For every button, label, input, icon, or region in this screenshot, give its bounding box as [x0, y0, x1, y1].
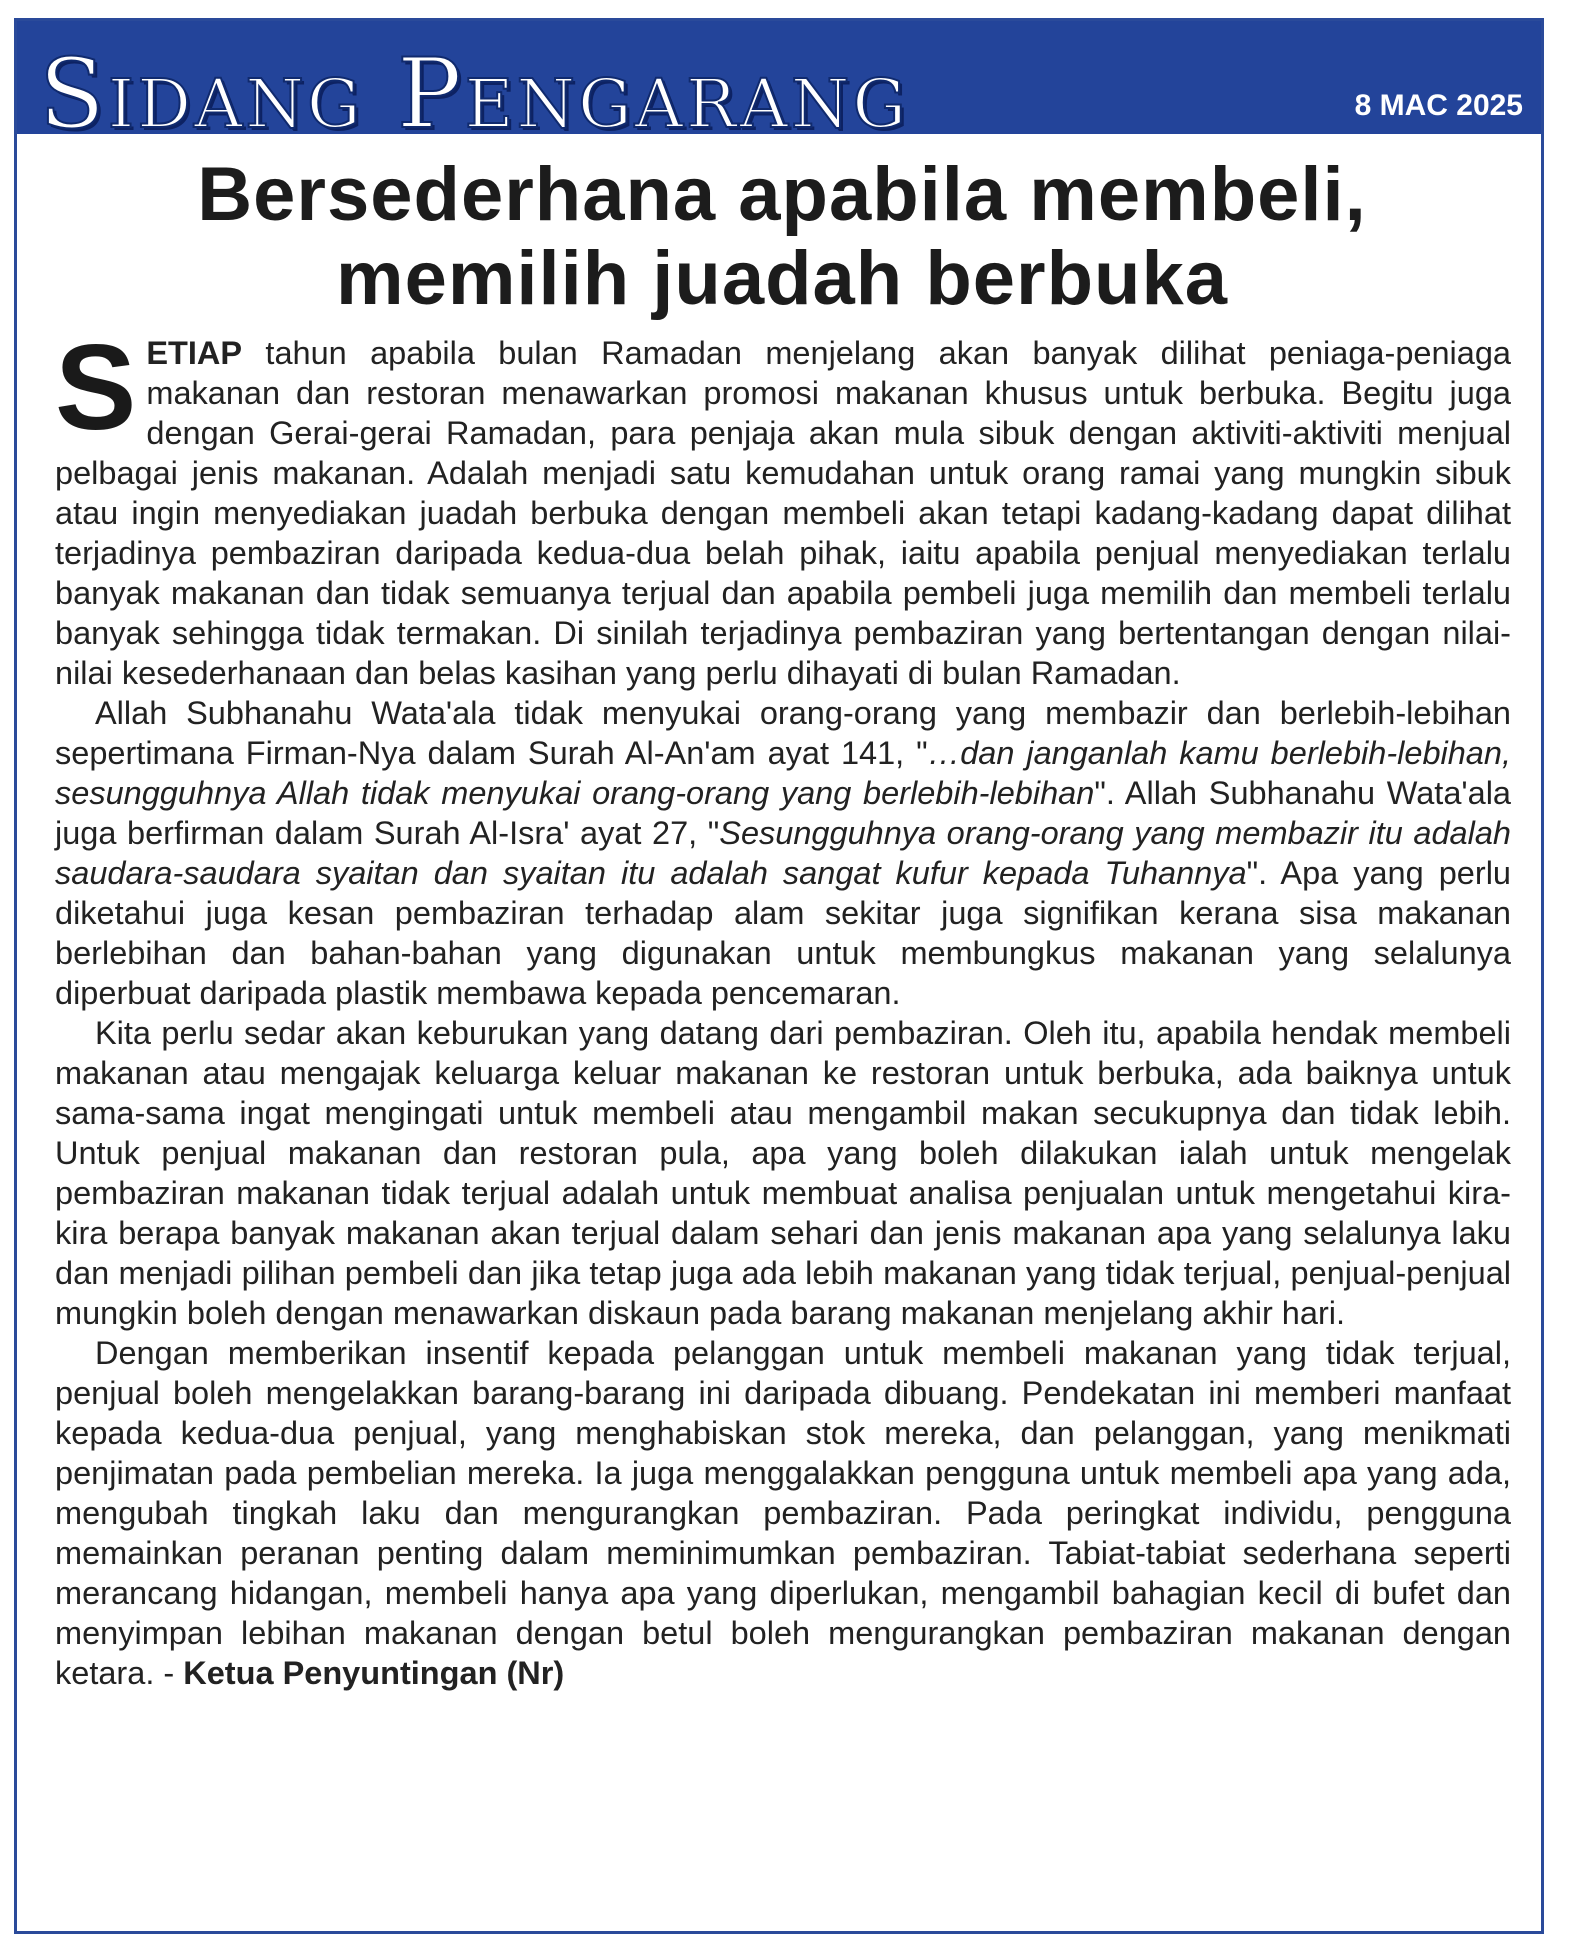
headline-line-2: memilih juadah berbuka — [336, 236, 1228, 321]
quote-al-anam: …dan janganlah kamu berlebih-lebihan, sesungguhnya Allah tidak menyukai orang-orang yang berlebih-lebihan — [55, 735, 1511, 811]
masthead-title: Sidang Pengarang — [39, 38, 910, 134]
masthead — [17, 21, 1541, 134]
page-frame — [14, 18, 1544, 1934]
paragraph-3: Kita perlu sedar akan keburukan yang datang dari pembaziran. Oleh itu, apabila hendak membeli makanan atau mengajak keluarga keluar makanan ke restoran untuk berbuka, ada baiknya untuk sama-sama ingat mengingati untuk membeli atau mengambil makan secukupnya dan tidak lebih. Untuk penjual makanan dan restoran pula, apa yang boleh dilakukan ialah untuk mengelak pembaziran makanan tidak terjual adalah untuk membuat analisa penjualan untuk mengetahui kira-kira berapa banyak makanan akan terjual dalam sehari dan jenis makanan apa yang selalunya laku dan menjadi pilihan pembeli dan jika tetap juga ada lebih makanan yang tidak terjual, penjual-penjual mungkin boleh dengan menawarkan diskaun pada barang makanan menjelang akhir hari. — [55, 1015, 1511, 1331]
headline-line-1: Bersederhana apabila membeli, — [197, 152, 1367, 237]
author-signature: Ketua Penyuntingan (Nr) — [183, 1655, 565, 1691]
drop-cap: S — [55, 319, 137, 455]
paragraph-2-text-c: ". Apa yang perlu diketahui juga kesan pembaziran terhadap alam sekitar juga signifikan kerana sisa makanan berlebihan dan bahan-bahan yang digunakan untuk membungkus makanan yang selalunya diperbuat daripada plastik membawa kepada pencemaran. — [55, 855, 1511, 1011]
paragraph-1 — [55, 319, 1511, 693]
publication-date: 8 MAC 2025 — [1354, 89, 1523, 122]
paragraph-1-text: tahun apabila bulan Ramadan menjelang akan banyak dilihat peniaga-peniaga makanan dan restoran menawarkan promosi makanan khusus untuk berbuka. Begitu juga dengan Gerai-gerai Ramadan, para penjaja akan mula sibuk dengan aktiviti-aktiviti menjual pelbagai jenis makanan. Adalah menjadi satu kemudahan untuk orang ramai yang mungkin sibuk atau ingin menyediakan juadah berbuka dengan membeli akan tetapi kadang-kadang dapat dilihat terjadinya pembaziran daripada kedua-dua belah pihak, iaitu apabila penjual menyediakan terlalu banyak makanan dan tidak semuanya terjual dan apabila pembeli juga memilih dan membeli terlalu banyak sehingga tidak termakan. Di sinilah terjadinya pembaziran yang bertentangan dengan nilai-nilai kesederhanaan dan belas kasihan yang perlu dihayati di bulan Ramadan. — [55, 335, 1511, 691]
lead-word: ETIAP — [146, 335, 243, 371]
article-body — [55, 319, 1511, 1693]
paragraph-4-text: Dengan memberikan insentif kepada pelanggan untuk membeli makanan yang tidak terjual, penjual boleh mengelakkan barang-barang ini daripada dibuang. Pendekatan ini memberi manfaat kepada kedua-dua penjual, yang menghabiskan stok mereka, dan pelanggan, yang menikmati penjimatan pada pembelian mereka. Ia juga menggalakkan pengguna untuk membeli apa yang ada, mengubah tingkah laku dan mengurangkan pembaziran. Pada peringkat individu, pengguna memainkan peranan penting dalam meminimumkan pembaziran. Tabiat-tabiat sederhana seperti merancang hidangan, membeli hanya apa yang diperlukan, mengambil bahagian kecil di bufet dan menyimpan lebihan makanan dengan betul boleh mengurangkan pembaziran makanan dengan ketara. - — [55, 1335, 1511, 1691]
headline — [47, 153, 1517, 321]
paragraph-2-text-b: ". Allah Subhanahu Wata'ala juga berfirman dalam Surah Al-Isra' ayat 27, " — [55, 775, 1511, 851]
paragraph-4 — [55, 1333, 1511, 1693]
quote-al-isra: Sesungguhnya orang-orang yang membazir itu adalah saudara-saudara syaitan dan syaitan itu adalah sangat kufur kepada Tuhannya — [55, 815, 1511, 891]
paragraph-2 — [55, 693, 1511, 1013]
paragraph-2-text-a: Allah Subhanahu Wata'ala tidak menyukai orang-orang yang membazir dan berlebih-lebihan sepertimana Firman-Nya dalam Surah Al-An'am ayat 141, " — [55, 695, 1511, 771]
